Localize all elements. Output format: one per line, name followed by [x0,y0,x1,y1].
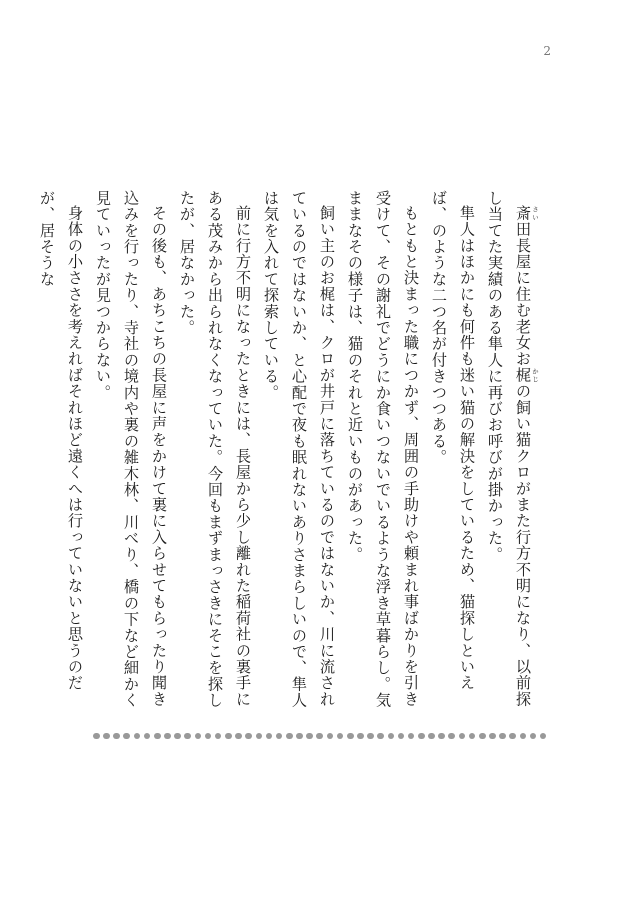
divider-dot [479,733,486,740]
divider-dot [316,733,323,740]
ruby-base: 斎 [514,205,532,222]
paragraph [257,190,341,710]
divider-dot [215,733,222,740]
paragraph [481,190,539,710]
paragraph [33,190,89,710]
divider-dot [357,733,364,740]
page-number: 2 [543,44,551,58]
text-run: の飼い猫クロがまた行方不明になり、以前探し当てた実績のある隼人に再びお呼びが掛かった。 [486,190,532,708]
divider-dot [418,733,425,740]
text-run: 隼人はほかにも何件も迷い猫の解決をしているため、猫探しといえば、のような二つ名が付きつつある。 [430,190,476,692]
ruby-base: 梶 [514,367,532,384]
divider-dot [520,733,527,740]
divider-dot [377,733,384,740]
divider-dot [367,733,374,740]
paragraph [425,190,481,710]
divider-dot [154,733,161,740]
divider-dot [337,733,344,740]
divider-dot [428,733,435,740]
divider-dot [388,733,395,740]
dot-divider [93,731,547,741]
paragraph [89,190,173,710]
text-run: 飼い主のお梶は、クロが井戸に落ちているのではないか、川に流されているのではないか、と心配で夜も眠れないありさまらしいので、隼人は気を入れて探索している。 [262,190,336,709]
divider-dot [276,733,283,740]
text-run: 身体の小ささを考えればそれほど遠くへは行っていないと思うのだが、居そうな [38,190,84,692]
paragraph [173,190,257,710]
divider-dot [123,733,130,740]
divider-dot [286,733,293,740]
divider-dot [469,733,476,740]
divider-dot [195,733,202,740]
divider-dot [306,733,313,740]
divider-dot [235,733,242,740]
divider-dot [164,733,171,740]
divider-dot [489,733,496,740]
divider-dot [408,733,415,740]
divider-dot [245,733,252,740]
divider-dot [266,733,273,740]
text-run: もともと決まった職につかず、周囲の手助けや頼まれ事ばかりを引き受けて、その謝礼でどうにか食いつないでいるような浮き草暮らし。気ままなその様子は、猫のそれと近いものがあった。 [346,190,420,709]
divider-dot [93,733,100,740]
divider-dot [103,733,110,740]
ruby-annotation [514,367,539,384]
divider-dot [144,733,151,740]
divider-dot [174,733,181,740]
divider-dot [184,733,191,740]
divider-dot [256,733,263,740]
text-run: 田長屋に住む老女お [514,221,532,368]
text-run: 前に行方不明になったときには、長屋から少し離れた稲荷社の裏手にある茂みから出られなくなっていた。今回もまずまっさきにそこを探したが、居なかった。 [178,190,252,709]
divider-dot [113,733,120,740]
divider-dot [205,733,212,740]
body-text [38,190,539,710]
divider-dot [499,733,506,740]
divider-dot [296,733,303,740]
divider-dot [327,733,334,740]
divider-dot [225,733,232,740]
ruby-reading: かじ [531,367,539,384]
divider-dot [530,733,537,740]
ruby-annotation [514,205,539,222]
divider-dot [134,733,141,740]
text-run: その後も、あちこちの長屋に声をかけて裏に入らせてもらったり聞き込みを行ったり、寺社の境内や裏の雑木林、川べり、橋の下など細かく見ていったが見つからない。 [94,190,168,709]
divider-dot [438,733,445,740]
paragraph [341,190,425,710]
ruby-reading: さい [531,205,539,222]
divider-dot [459,733,466,740]
divider-dot [448,733,455,740]
divider-dot [509,733,516,740]
divider-dot [540,733,547,740]
divider-dot [347,733,354,740]
divider-dot [398,733,405,740]
